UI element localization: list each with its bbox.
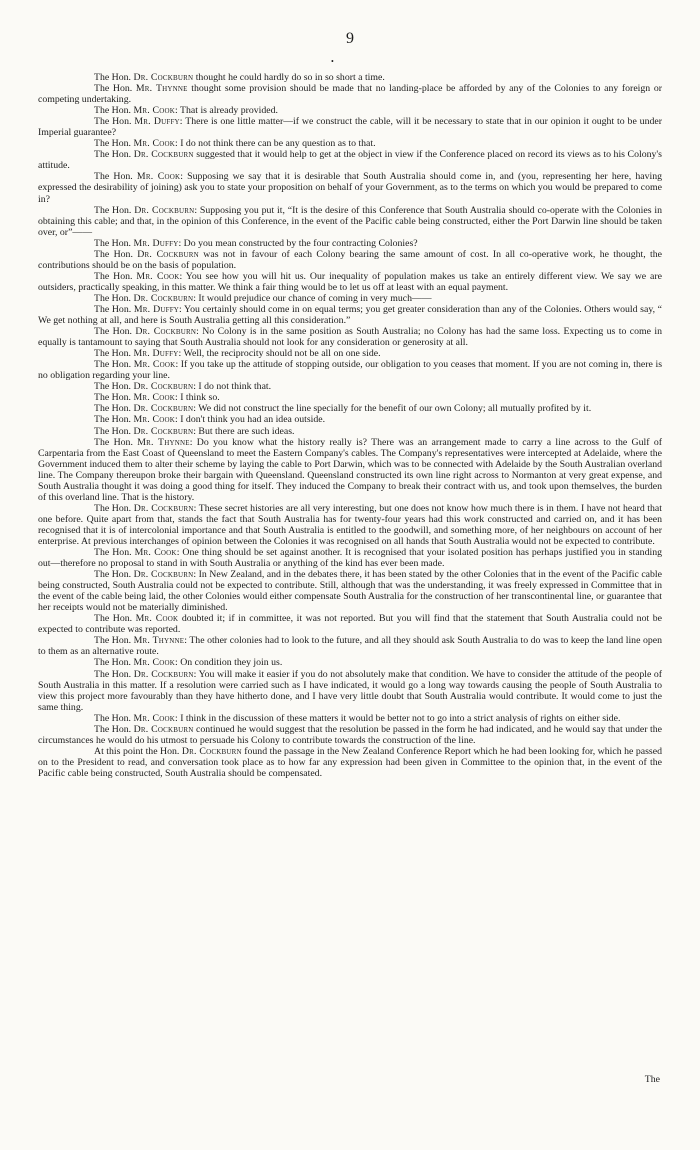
paragraph-prefix: The Hon. [94, 248, 138, 260]
paragraph-prefix: The Hon. [94, 613, 136, 625]
paragraph-prefix: The Hon. [94, 326, 136, 338]
paragraph-prefix: The Hon. [94, 348, 134, 360]
paragraph-text: : In New Zealand, and in the debates there, it has been stated by the other Colonies that in the event of the Pacific cable being constructed, South Australia could not be expected to contribute. Still, although that was the understanding, it was freely expressed in Committee that in the event of the cable being laid, the other Colonies would either compensate South Australia for the construction of her transcontinental line, or guarantee that her receipts would not be materially diminished. [38, 569, 662, 614]
transcript-body [38, 72, 662, 779]
paragraph [38, 381, 662, 392]
paragraph [38, 669, 662, 713]
paragraph [38, 249, 662, 271]
paragraph-prefix: The Hon. [94, 414, 134, 426]
catchword: The [644, 1074, 660, 1085]
speaker-name: Mr. Cook [136, 171, 181, 183]
paragraph-prefix: The Hon. [94, 292, 134, 304]
paragraph-prefix: The Hon. [94, 657, 134, 669]
paragraph-text: : One thing should be set against another. It is recognised that your isolated position has perhaps justified you in standing out—therefore no proposal to stand in with South Australia or anything of the kind has ever been made. [38, 547, 662, 570]
paragraph-prefix: The Hon. [94, 171, 137, 183]
speaker-name: Mr. Thynne [137, 436, 190, 448]
speaker-name: Dr. Cockburn [133, 569, 194, 581]
paragraph [38, 348, 662, 359]
speaker-name: Dr. Cockburn [133, 502, 194, 514]
paragraph-prefix: The Hon. [94, 547, 135, 559]
speaker-name: Mr. Duffy [133, 237, 179, 249]
paragraph-text: : I don't think you had an idea outside. [175, 414, 326, 426]
paragraph-prefix: The Hon. [94, 381, 134, 393]
paragraph [38, 205, 662, 238]
paragraph-prefix: The Hon. [94, 270, 137, 282]
speaker-name: Dr. Cockburn [181, 745, 242, 757]
speaker-name: Dr. Cockburn [133, 149, 194, 161]
paragraph [38, 359, 662, 381]
paragraph-prefix: The Hon. [94, 502, 134, 514]
paragraph-text: : I do not think that. [193, 381, 272, 393]
paragraph-text: suggested that it would help to get at the object in view if the Conference placed on record its views as to his Colony's attitude. [38, 149, 662, 172]
speaker-name: Mr. Cook [133, 657, 176, 669]
speaker-name: Mr. Duffy [133, 303, 180, 315]
paragraph-text: : It would prejudice our chance of coming in very much—— [193, 292, 432, 304]
speaker-name: Dr. Cockburn [133, 72, 194, 83]
paragraph-text: : I do not think there can be any question as to that. [175, 138, 376, 150]
paragraph [38, 392, 662, 403]
paragraph-prefix: The Hon. [94, 712, 134, 724]
speaker-name: Mr. Cook [133, 392, 176, 404]
speaker-name: Dr. Cockburn [133, 723, 194, 735]
paragraph [38, 403, 662, 414]
paragraph-text: : You will make it easier if you do not absolutely make that condition. We have to consider the attitude of the people of South Australia in this matter. If a resolution were carried such as I have indicated, it would go a long way towards causing the people of South Australia to view this project more favourably than they have hitherto done, and I have very little doubt that South Australia would contribute. It would come to just the same thing. [38, 668, 663, 713]
speaker-name: Mr. Duffy [134, 116, 180, 128]
paragraph-prefix: The Hon. [94, 569, 134, 581]
speaker-name: Dr. Cockburn [133, 668, 194, 680]
paragraph [38, 569, 662, 613]
speaker-name: Dr. Cockburn [133, 425, 194, 437]
paragraph [38, 271, 662, 293]
speaker-name: Dr. Cockburn [134, 204, 195, 216]
paragraph-text: : We did not construct the line specially for the benefit of our own Colony; all mutually profited by it. [193, 403, 592, 415]
paragraph-text: : These secret histories are all very interesting, but one does not know how much there is in them. I have not heard that one before. Quite apart from that, stands the fact that South Australia has for twenty-four years had this work constructed and carried on, and it has been recognised that it is of intercolonial importance and that South Australia is entitled to the goodwill, and something more, of her neighbours on account of her enterprise. At previous interchanges of opinion between the Colonies it was recognised on all hands that South Australia would not be expected to contribute. [38, 502, 662, 547]
paragraph [38, 414, 662, 425]
paragraph-text: : You see how you will hit us. Our inequality of population makes us take an entirely different view. We say we are outsiders, practically speaking, in this matter. We think a fair thing would be to let us off at least with an equal payment. [38, 270, 662, 293]
paragraph-text: : I think in the discussion of these matters it would be better not to go into a strict analysis of rights on either side. [175, 712, 621, 724]
paragraph [38, 326, 662, 348]
paragraph-text: : On condition they join us. [175, 657, 283, 669]
paragraph-text: : But there are such ideas. [193, 425, 295, 437]
paragraph [38, 105, 662, 116]
paragraph-prefix: The Hon. [94, 116, 135, 128]
paragraph-text: : The other colonies had to look to the future, and all they should ask South Australia to do was to keep the land line open to them as an alternative route. [38, 635, 662, 658]
paragraph [38, 613, 662, 635]
paragraph [38, 503, 662, 547]
paragraph-text: : You certainly should come in on equal terms; you get greater consideration than any of the Colonies. Others would say, “ We get nothing at all, and here is South Australia getting all this consideration.” [38, 303, 663, 327]
paragraph [38, 724, 662, 746]
speaker-name: Mr. Thynne [135, 83, 188, 95]
paragraph [38, 72, 662, 83]
paragraph [38, 713, 662, 724]
paragraph [38, 746, 662, 779]
paragraph-text: : Supposing you put it, “It is the desire of this Conference that South Australia should co-operate with the Colonies in obtaining this cable; and that, in the opinion of this Conference, in the event of the Pacific cable being constructed, either the Port Darwin line should be taken over, or”—— [38, 204, 662, 238]
paragraph-text: : Do you know what the history really is? There was an arrangement made to carry a line across to the Gulf of Carpentaria from the East Coast of Queensland to meet the Eastern Company's cables. The Company's representatives were intercepted at Adelaide, where the Government induced them to alter their scheme by laying the cable to Port Darwin, which was to be connected with Adelaide by the South Australian overland line. The Company thereupon broke their bargain with Queensland. Queensland constructed its own line right across to Normanton at very great expense, and South Australia thought it was doing a good thing for itself. They induced the Company to break their contract with us, and took upon themselves, the burden of this overland line. That is the history. [38, 436, 662, 503]
paragraph-prefix: At this point the Hon. [94, 745, 182, 757]
paragraph [38, 635, 662, 657]
paragraph-prefix: The Hon. [94, 359, 134, 371]
speaker-name: Mr. Cook [133, 138, 176, 150]
paragraph-text: doubted it; if in committee, it was not reported. But you will find that the statement that South Australia could not be expected to contribute was reported. [38, 613, 662, 636]
speaker-name: Mr. Cook [136, 270, 180, 282]
paragraph-text: found the passage in the New Zealand Conference Report which he had been looking for, which he passed on to the President to read, and conversation took place as to how far any expression had been given in Committee to the opinion that, in the event of the Pacific cable being constructed, South Australia should be compensated. [38, 745, 662, 779]
paragraph-text: : Supposing we say that it is desirable that South Australia should come in, and (you, representing her here, having expressed the desirability of joining) ask you to state your proposition on behalf of your Government, as to the terms on which you would be prepared to come in? [38, 171, 663, 205]
speaker-name: Dr. Cockburn [133, 381, 194, 393]
paragraph [38, 149, 662, 171]
paragraph-prefix: The Hon. [94, 138, 134, 150]
paragraph-text: : I think so. [175, 392, 220, 404]
paragraph [38, 238, 662, 249]
paragraph-prefix: The Hon. [94, 392, 134, 404]
paragraph-text: : That is already provided. [175, 105, 278, 117]
paragraph [38, 293, 662, 304]
paragraph-prefix: The Hon. [94, 237, 134, 249]
paragraph-prefix: The Hon. [94, 668, 134, 680]
paragraph-text: thought some provision should be made that no landing-place be afforded by any of the Colonies to any foreign or competing undertaking. [38, 83, 662, 106]
paragraph-prefix: The Hon. [94, 635, 134, 647]
paragraph-text: thought he could hardly do so in so short a time. [193, 72, 385, 83]
paragraph [38, 437, 662, 503]
page-number: 9 [346, 30, 354, 47]
speaker-name: Mr. Cook [133, 359, 176, 371]
speaker-name: Mr. Duffy [133, 348, 179, 360]
speaker-name: Mr. Thynne [133, 635, 185, 647]
paragraph-prefix: The Hon. [94, 436, 138, 448]
paragraph-text: was not in favour of each Colony bearing the same amount of cost. In all co-operative work, he thought, the contributions should be on the basis of population. [38, 248, 662, 271]
paragraph-text: : If you take up the attitude of stopping outside, our obligation to you ceases that moment. If you are not coming in, there is no obligation regarding your line. [38, 359, 663, 382]
paragraph [38, 547, 662, 569]
speaker-name: Mr. Cook [133, 712, 176, 724]
paragraph-text: : No Colony is in the same position as South Australia; no Colony has had the same loss. Expecting us to come in equally is tantamount to saying that South Australia should not look for any consideration or generosity at all. [38, 326, 662, 349]
speaker-name: Mr. Cook [133, 105, 176, 117]
paragraph [38, 116, 662, 138]
speaker-name: Dr. Cockburn [137, 248, 199, 260]
paragraph-prefix: The Hon. [94, 204, 135, 216]
paragraph [38, 304, 662, 326]
paragraph-prefix: The Hon. [94, 403, 134, 415]
paragraph-prefix: The Hon. [94, 72, 134, 83]
paragraph-prefix: The Hon. [94, 303, 134, 315]
paragraph [38, 83, 662, 105]
paragraph [38, 138, 662, 149]
paragraph-text: : There is one little matter—if we construct the cable, will it be necessary to state that in our opinion it ought to be under Imperial guarantee? [38, 116, 662, 139]
speaker-name: Dr. Cockburn [133, 403, 194, 415]
paragraph-prefix: The Hon. [94, 149, 134, 161]
speaker-name: Mr. Cook [135, 613, 179, 625]
paragraph-prefix: The Hon. [94, 105, 134, 117]
paragraph-prefix: The Hon. [94, 723, 134, 735]
paragraph [38, 171, 662, 204]
paragraph [38, 657, 662, 668]
speaker-name: Dr. Cockburn [133, 292, 194, 304]
paragraph-prefix: The Hon. [94, 83, 136, 95]
speaker-name: Dr. Cockburn [135, 326, 197, 338]
paragraph-text: : Well, the reciprocity should not be all on one side. [178, 348, 381, 360]
paragraph-text: continued he would suggest that the resolution be passed in the form he had indicated, and he would say that under the circumstances he would do his utmost to persuade his Colony to contribute towards the construction of the line. [38, 723, 662, 746]
paragraph-text: : Do you mean constructed by the four contracting Colonies? [178, 237, 418, 249]
speaker-name: Mr. Cook [134, 547, 177, 559]
paragraph [38, 426, 662, 437]
paragraph-prefix: The Hon. [94, 425, 134, 437]
page-mark: • [331, 57, 334, 66]
speaker-name: Mr. Cook [133, 414, 176, 426]
